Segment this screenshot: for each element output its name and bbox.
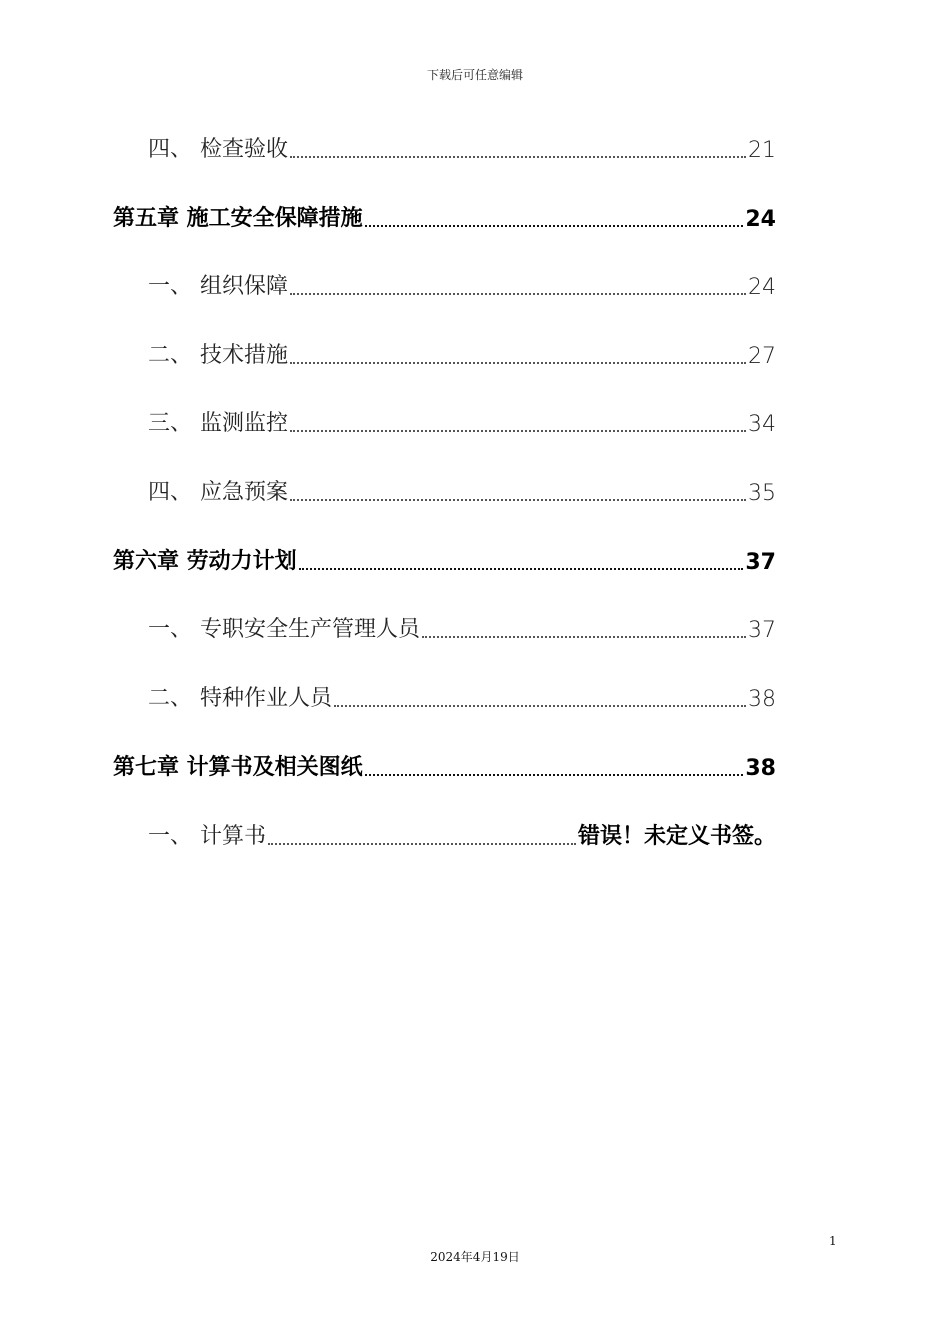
toc-entry[interactable]	[148, 682, 776, 712]
toc-entry-title: 技术措施	[200, 343, 289, 368]
toc-entry[interactable]	[148, 270, 776, 300]
toc-entry-title: 检查验收	[200, 137, 289, 162]
toc-entry-page: 37	[748, 618, 776, 643]
toc-entry-title: 第六章 劳动力计划	[113, 549, 297, 574]
toc-entry-title: 计算书	[200, 824, 267, 849]
toc-dot-leader	[290, 416, 746, 432]
toc-chapter-entry[interactable]	[113, 751, 776, 781]
toc-entry-page: 38	[745, 756, 776, 781]
toc-dot-leader	[290, 142, 746, 158]
page-number: 1	[829, 1234, 837, 1248]
toc-dot-leader	[365, 760, 744, 776]
toc-dot-leader	[290, 279, 746, 295]
toc-entry[interactable]	[148, 613, 776, 643]
toc-entry-page: 24	[748, 275, 776, 300]
toc-entry[interactable]	[148, 476, 776, 506]
toc-dot-leader	[365, 211, 744, 227]
toc-entry-number: 二、	[148, 343, 193, 368]
toc-entry-title: 应急预案	[200, 480, 289, 505]
toc-dot-leader	[290, 485, 746, 501]
toc-entry-number: 三、	[148, 411, 193, 436]
toc-entry-page: 38	[748, 687, 776, 712]
toc-entry[interactable]	[148, 133, 776, 163]
toc-entry-title: 监测监控	[200, 411, 289, 436]
toc-chapter-entry[interactable]	[113, 202, 776, 232]
toc-entry[interactable]	[148, 820, 776, 850]
toc-entry-page: 27	[748, 344, 776, 369]
toc-entry-page: 35	[748, 481, 776, 506]
toc-entry-page: 37	[745, 550, 776, 575]
toc-entry-title: 第五章 施工安全保障措施	[113, 206, 363, 231]
toc-entry-page: 24	[745, 207, 776, 232]
footer-date: 2024年4月19日	[430, 1250, 520, 1264]
toc-entry[interactable]	[148, 339, 776, 369]
toc-dot-leader	[422, 622, 746, 638]
toc-dot-leader	[299, 554, 744, 570]
toc-dot-leader	[334, 691, 746, 707]
toc-entry-number: 四、	[148, 480, 193, 505]
toc-dot-leader	[290, 348, 746, 364]
toc-entry-number: 二、	[148, 686, 193, 711]
toc-entry-page: 34	[748, 412, 776, 437]
toc-entry-title: 专职安全生产管理人员	[200, 617, 421, 642]
toc-dot-leader	[268, 829, 576, 845]
toc-chapter-entry[interactable]	[113, 545, 776, 575]
toc-entry-title: 第七章 计算书及相关图纸	[113, 755, 363, 780]
page-header: 下载后可任意编辑	[426, 68, 523, 82]
toc-entry-number: 一、	[148, 617, 193, 642]
toc-entry-number: 四、	[148, 137, 193, 162]
toc-bookmark-error: 错误！未定义书签。	[577, 824, 776, 849]
toc-entry-title: 组织保障	[200, 274, 289, 299]
toc-entry-number: 一、	[148, 274, 193, 299]
toc-entry-page: 21	[748, 138, 776, 163]
toc-entry-number: 一、	[148, 824, 193, 849]
toc-entry-title: 特种作业人员	[200, 686, 333, 711]
toc-entry[interactable]	[148, 407, 776, 437]
